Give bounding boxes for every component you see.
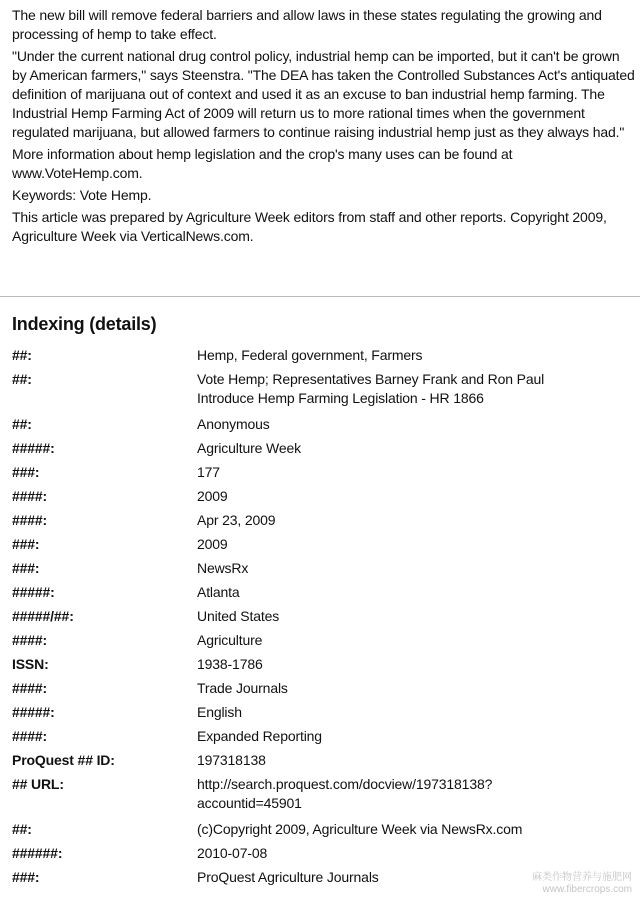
index-label: ##: [12, 371, 32, 387]
section-divider [0, 296, 640, 297]
article-paragraph: The new bill will remove federal barriers and allow laws in these states regulating the growing and processing of hemp to take effect. [12, 7, 602, 42]
index-label: #####: [12, 440, 55, 456]
index-label: ####: [12, 632, 48, 648]
index-label: ##: [12, 416, 32, 432]
index-label: #####/##: [12, 608, 74, 624]
index-value: Agriculture [197, 632, 263, 648]
index-value: ProQuest Agriculture Journals [197, 869, 379, 885]
index-label: ##: [12, 821, 32, 837]
index-value: Atlanta [197, 584, 240, 600]
article-keywords: Keywords: Vote Hemp. [12, 187, 152, 203]
index-value: 197318138 [197, 752, 266, 768]
index-value: Apr 23, 2009 [197, 512, 276, 528]
index-row [12, 487, 632, 506]
index-value: (c)Copyright 2009, Agriculture Week via NewsRx.com [197, 821, 523, 837]
index-row [12, 820, 632, 839]
index-row [12, 727, 632, 746]
index-value: Trade Journals [197, 680, 288, 696]
article-body [12, 6, 636, 249]
index-row [12, 370, 632, 408]
index-row [12, 775, 632, 813]
index-label: ## URL: [12, 776, 64, 792]
index-value: Vote Hemp; Representatives Barney Frank and Ron Paul Introduce Hemp Farming Legislation - HR 1866 [197, 371, 545, 406]
index-row [12, 346, 632, 365]
index-label: ProQuest ## ID: [12, 752, 115, 768]
index-row [12, 703, 632, 722]
index-label: ISSN: [12, 656, 49, 672]
indexing-title: Indexing (details) [12, 314, 157, 334]
index-row [12, 559, 632, 578]
index-value: 2009 [197, 536, 228, 552]
indexing-table [12, 346, 632, 887]
index-label: ###: [12, 464, 40, 480]
article-copyright: This article was prepared by Agriculture Week editors from staff and other reports. Copyright 2009, Agriculture Week via VerticalNews.com. [12, 209, 607, 244]
index-label: #####: [12, 584, 55, 600]
index-row [12, 439, 632, 458]
index-label: ####: [12, 728, 48, 744]
index-value: 177 [197, 464, 220, 480]
index-value: United States [197, 608, 280, 624]
index-label: ##: [12, 347, 32, 363]
index-row [12, 607, 632, 626]
index-row [12, 751, 632, 770]
index-row [12, 511, 632, 530]
index-row [12, 535, 632, 554]
watermark [514, 872, 632, 896]
watermark-line: 麻类作物营养与施肥网 [532, 872, 632, 883]
article-paragraph: "Under the current national drug control policy, industrial hemp can be imported, but it can't be grown by American farmers," says Steenstra. "The DEA has taken the Controlled Substances Act's antiquated definition of marijuana out of context and used it as an excuse to ban industrial hemp farming. The Industrial Hemp Farming Act of 2009 will return us to more rational times when the government regulated marijuana, but allowed farmers to continue raising industrial hemp just as they always had." [12, 48, 635, 140]
index-label: ####: [12, 512, 48, 528]
index-value: Expanded Reporting [197, 728, 322, 744]
index-label: ###: [12, 869, 40, 885]
index-row [12, 679, 632, 698]
index-value: Anonymous [197, 416, 270, 432]
article-paragraph: More information about hemp legislation and the crop's many uses can be found at www.VoteHemp.com. [12, 146, 513, 181]
index-label: ###: [12, 560, 40, 576]
index-label: ######: [12, 845, 63, 861]
watermark-line: www.fibercrops.com [542, 884, 632, 895]
index-row [12, 415, 632, 434]
index-value: 1938-1786 [197, 656, 263, 672]
index-row [12, 583, 632, 602]
index-row [12, 655, 632, 674]
index-value: English [197, 704, 242, 720]
index-label: #####: [12, 704, 55, 720]
index-row [12, 631, 632, 650]
index-value: Agriculture Week [197, 440, 301, 456]
document-url[interactable]: http://search.proquest.com/docview/197318138? accountid=45901 [197, 776, 493, 811]
index-value: NewsRx [197, 560, 249, 576]
index-value: 2010-07-08 [197, 845, 268, 861]
index-label: ####: [12, 680, 48, 696]
index-row [12, 463, 632, 482]
index-row [12, 844, 632, 863]
index-label: ###: [12, 536, 40, 552]
index-label: ####: [12, 488, 48, 504]
index-value: 2009 [197, 488, 228, 504]
index-value: Hemp, Federal government, Farmers [197, 347, 423, 363]
